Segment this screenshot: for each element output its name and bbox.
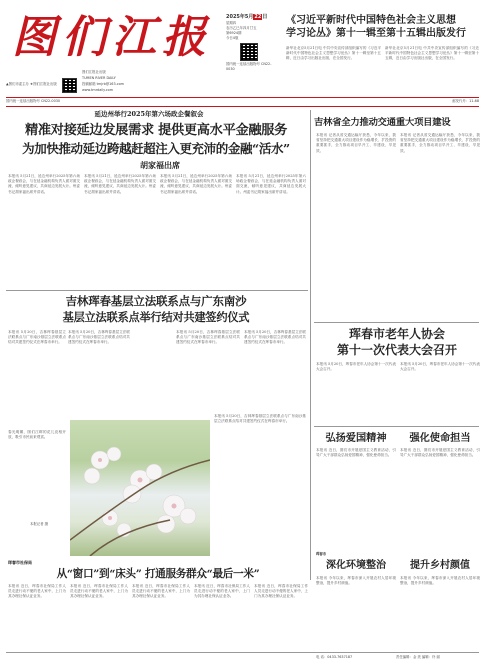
bottom-kicker: 珲春市社保局 bbox=[8, 560, 32, 565]
bottom-body-col3: 本报讯 近日，珲春市社保局工作人员走进行动不便的老人家中，上门为其办理社保认证业务。 bbox=[132, 584, 190, 599]
footer-rule bbox=[6, 652, 479, 653]
right-article2-headline-line1: 珲春市老年人协会 bbox=[348, 327, 445, 341]
masthead-tagline: 图们江报社出版 bbox=[82, 70, 106, 74]
middle-headline-line2: 基层立法联系点举行结对共建签约仪式 bbox=[62, 310, 250, 324]
right-article1-body-col2: 本报讯 记者从省交通运输厅获悉，今年以来，我省坚持把交通重大项目建设作为稳增长、扩投资的重要抓手，全力推动项目早开工、早建设、早见效。 bbox=[400, 133, 480, 153]
issue-weekday: 星期四 bbox=[226, 21, 237, 25]
footer-phone: 电 话：0433-7637187 bbox=[316, 655, 353, 659]
lead-headline-line1: 精准对接延边发展需求 提供更高水平金融服务 bbox=[24, 123, 288, 138]
middle-body-col5: 本报讯 5月20日，吉林珲春基层立法联系点与广东南沙基层立法联系点结对共建签约仪式在珲春市举行。 bbox=[214, 414, 306, 424]
right-article1-headline: 吉林省全力推动交通重大项目建设 bbox=[314, 117, 451, 128]
right-article2-body-col2: 本报讯 5月20日，珲春市老年人协会第十一次代表大会召开。 bbox=[400, 362, 480, 372]
blossom-photo-art bbox=[70, 420, 210, 556]
right-article2-rule bbox=[314, 322, 479, 323]
blossom-photo bbox=[70, 420, 210, 556]
middle-body-col4: 本报讯 5月20日，吉林珲春基层立法联系点与广东南沙基层立法联系点结对共建签约仪式在珲春市举行。 bbox=[244, 330, 306, 345]
right-article4-kicker: 珲春市 bbox=[316, 552, 327, 556]
issue-day: 22 bbox=[254, 14, 262, 20]
right-article4-headline-right: 提升乡村颜值 bbox=[410, 560, 470, 571]
right-article3-headline-right: 强化使命担当 bbox=[409, 432, 471, 444]
issue-lunar: 农历乙巳年四月廿五 bbox=[226, 26, 257, 30]
footer-editors: 责任编辑：金 美 编辑：朴 丽 bbox=[396, 655, 440, 659]
middle-body-col1: 本报讯 5月20日，吉林珲春基层立法联系点与广东南沙基层立法联系点结对共建签约仪式在珲春市举行。 bbox=[8, 330, 66, 345]
masthead-rule-2 bbox=[6, 106, 479, 107]
lead-body-col4: 本报讯 5月21日，延边州举行2025年第六场政企餐叙会，与在延金融机构负责人面对面交流，倾听意见建议，共商延边发展大计。州委书记胡家福出席并讲话。 bbox=[236, 174, 306, 194]
masthead-website: www.tmrdaily.com bbox=[82, 88, 114, 92]
lead-body-col1: 本报讯 5月21日，延边州举行2025年第六场政企餐叙会，与在延金融机构负责人面对面交流，倾听意见建议，共商延边发展大计。州委书记胡家福出席并讲话。 bbox=[8, 174, 80, 194]
right-article4-body-col2: 本报讯 今年以来，珲春市深入开展农村人居环境整治，提升乡村颜值。 bbox=[400, 576, 480, 586]
bottom-headline: 从“窗口”到“床头” 打通服务群众“最后一米” bbox=[56, 568, 260, 580]
lead-body-col3: 本报讯 5月21日，延边州举行2025年第六场政企餐叙会，与在延金融机构负责人面对面交流，倾听意见建议，共商延边发展大计。州委书记胡家福出席并讲话。 bbox=[160, 174, 232, 194]
issue-pages: 今日4版 bbox=[226, 36, 239, 40]
middle-body-col3: 本报讯 5月20日，吉林珲春基层立法联系点与广东南沙基层立法联系点结对共建签约仪式在珲春市举行。 bbox=[176, 330, 240, 345]
issue-info-box bbox=[226, 14, 276, 88]
right-article4-headline-left: 深化环境整治 bbox=[326, 560, 386, 571]
middle-headline-line1: 吉林珲春基层立法联系点与广东南沙 bbox=[65, 294, 247, 308]
top-right-headline-line1: 《习近平新时代中国特色社会主义思想 bbox=[286, 15, 456, 26]
middle-body-col2: 本报讯 5月20日，吉林珲春基层立法联系点与广东南沙基层立法联系点结对共建签约仪式在珲春市举行。 bbox=[68, 330, 130, 345]
photo-credit: 本报记者 摄 bbox=[30, 522, 49, 526]
right-article3-headline-left: 弘扬爱国精神 bbox=[325, 432, 387, 444]
column-divider bbox=[310, 110, 311, 580]
issue-day-suffix: 日 bbox=[262, 14, 268, 20]
masthead-strip-left: 国内统一连续出版物号 CN22-0030 bbox=[6, 99, 61, 103]
lead-byline: 胡家福出席 bbox=[140, 160, 180, 170]
lead-headline-line2: 为加快推动延边跨越赶超注入更充沛的金融“活水” bbox=[22, 141, 290, 156]
lead-body-col2: 本报讯 5月21日，延边州举行2025年第六场政企餐叙会，与在延金融机构负责人面对面交流，倾听意见建议，共商延边发展大计。州委书记胡家福出席并讲话。 bbox=[84, 174, 156, 194]
right-article2-headline-line2: 第十一次代表大会召开 bbox=[336, 343, 457, 357]
top-right-body-col2: 新华社北京5月21日电 中共中央宣传部组织编写的《习近平新时代中国特色社会主义思想学习论丛》第十一辑至第十五辑，近日由学习出版社出版，在全国发行。 bbox=[385, 46, 479, 61]
issue-number: 第6924期 bbox=[226, 31, 242, 35]
photo-caption: 春光明媚，图们江畔的花儿竞相开放，吸引市民前来观赏。 bbox=[8, 430, 66, 440]
top-right-headline bbox=[286, 14, 479, 40]
top-right-headline-line2: 学习论丛》第十一辑至第十五辑出版发行 bbox=[286, 28, 466, 39]
right-article4-body-col1: 本报讯 今年以来，珲春市深入开展农村人居环境整治，提升乡村颜值。 bbox=[316, 576, 396, 586]
issue-date-prefix: 2025年5月 bbox=[226, 14, 254, 20]
middle-top-rule bbox=[6, 290, 308, 291]
masthead-email: 投稿邮箱 tmjrb@163.com bbox=[82, 82, 124, 86]
top-right-body-col1: 新华社北京5月21日电 中共中央宣传部组织编写的《习近平新时代中国特色社会主义思想学习论丛》第十一辑至第十五辑，近日由学习出版社出版，在全国发行。 bbox=[286, 46, 381, 61]
right-article3-rule bbox=[314, 426, 479, 427]
issue-cn-code: 国内统一连续出版物号 CN22-0030 bbox=[226, 62, 272, 71]
qr-code-left bbox=[62, 78, 77, 93]
right-article2-headline bbox=[314, 326, 480, 358]
masthead-contact-left: ▲图们市委主办 ★图们江报社出版 bbox=[6, 82, 57, 86]
masthead-rule bbox=[6, 97, 479, 98]
right-article3-body-col1: 本报讯 近日，图们市开展爱国主义教育活动，引导广大干部群众弘扬爱国精神，强化使命担当。 bbox=[316, 448, 396, 458]
bottom-body-col1: 本报讯 近日，珲春市社保局工作人员走进行动不便的老人家中，上门为其办理社保认证业务。 bbox=[8, 584, 66, 599]
right-article2-body-col1: 本报讯 5月20日，珲春市老年人协会第十一次代表大会召开。 bbox=[316, 362, 396, 372]
bottom-body-col4: 本报讯 近日，珲春市社保局工作人员走进行动不便的老人家中，上门为其办理社保认证业务。 bbox=[194, 584, 250, 599]
right-article3-body-col2: 本报讯 近日，图们市开展爱国主义教育活动，引导广大干部群众弘扬爱国精神，强化使命担当。 bbox=[400, 448, 480, 458]
bottom-body-col5: 本报讯 近日，珲春市社保局工作人员走进行动不便的老人家中，上门为其办理社保认证业务。 bbox=[254, 584, 308, 599]
masthead-logo: 图们江报 bbox=[12, 12, 212, 63]
masthead-strip-right: 邮发代号：11-68 bbox=[452, 99, 479, 103]
bottom-body-col2: 本报讯 近日，珲春市社保局工作人员走进行动不便的老人家中，上门为其办理社保认证业务。 bbox=[70, 584, 128, 599]
qr-code-right bbox=[240, 43, 258, 61]
lead-kicker: 延边州举行2025年第六场政企餐叙会 bbox=[94, 110, 204, 118]
masthead-english-name: TUMEN RIVER DAILY bbox=[82, 76, 116, 80]
right-article1-body-col1: 本报讯 记者从省交通运输厅获悉，今年以来，我省坚持把交通重大项目建设作为稳增长、扩投资的重要抓手，全力推动项目早开工、早建设、早见效。 bbox=[316, 133, 396, 153]
